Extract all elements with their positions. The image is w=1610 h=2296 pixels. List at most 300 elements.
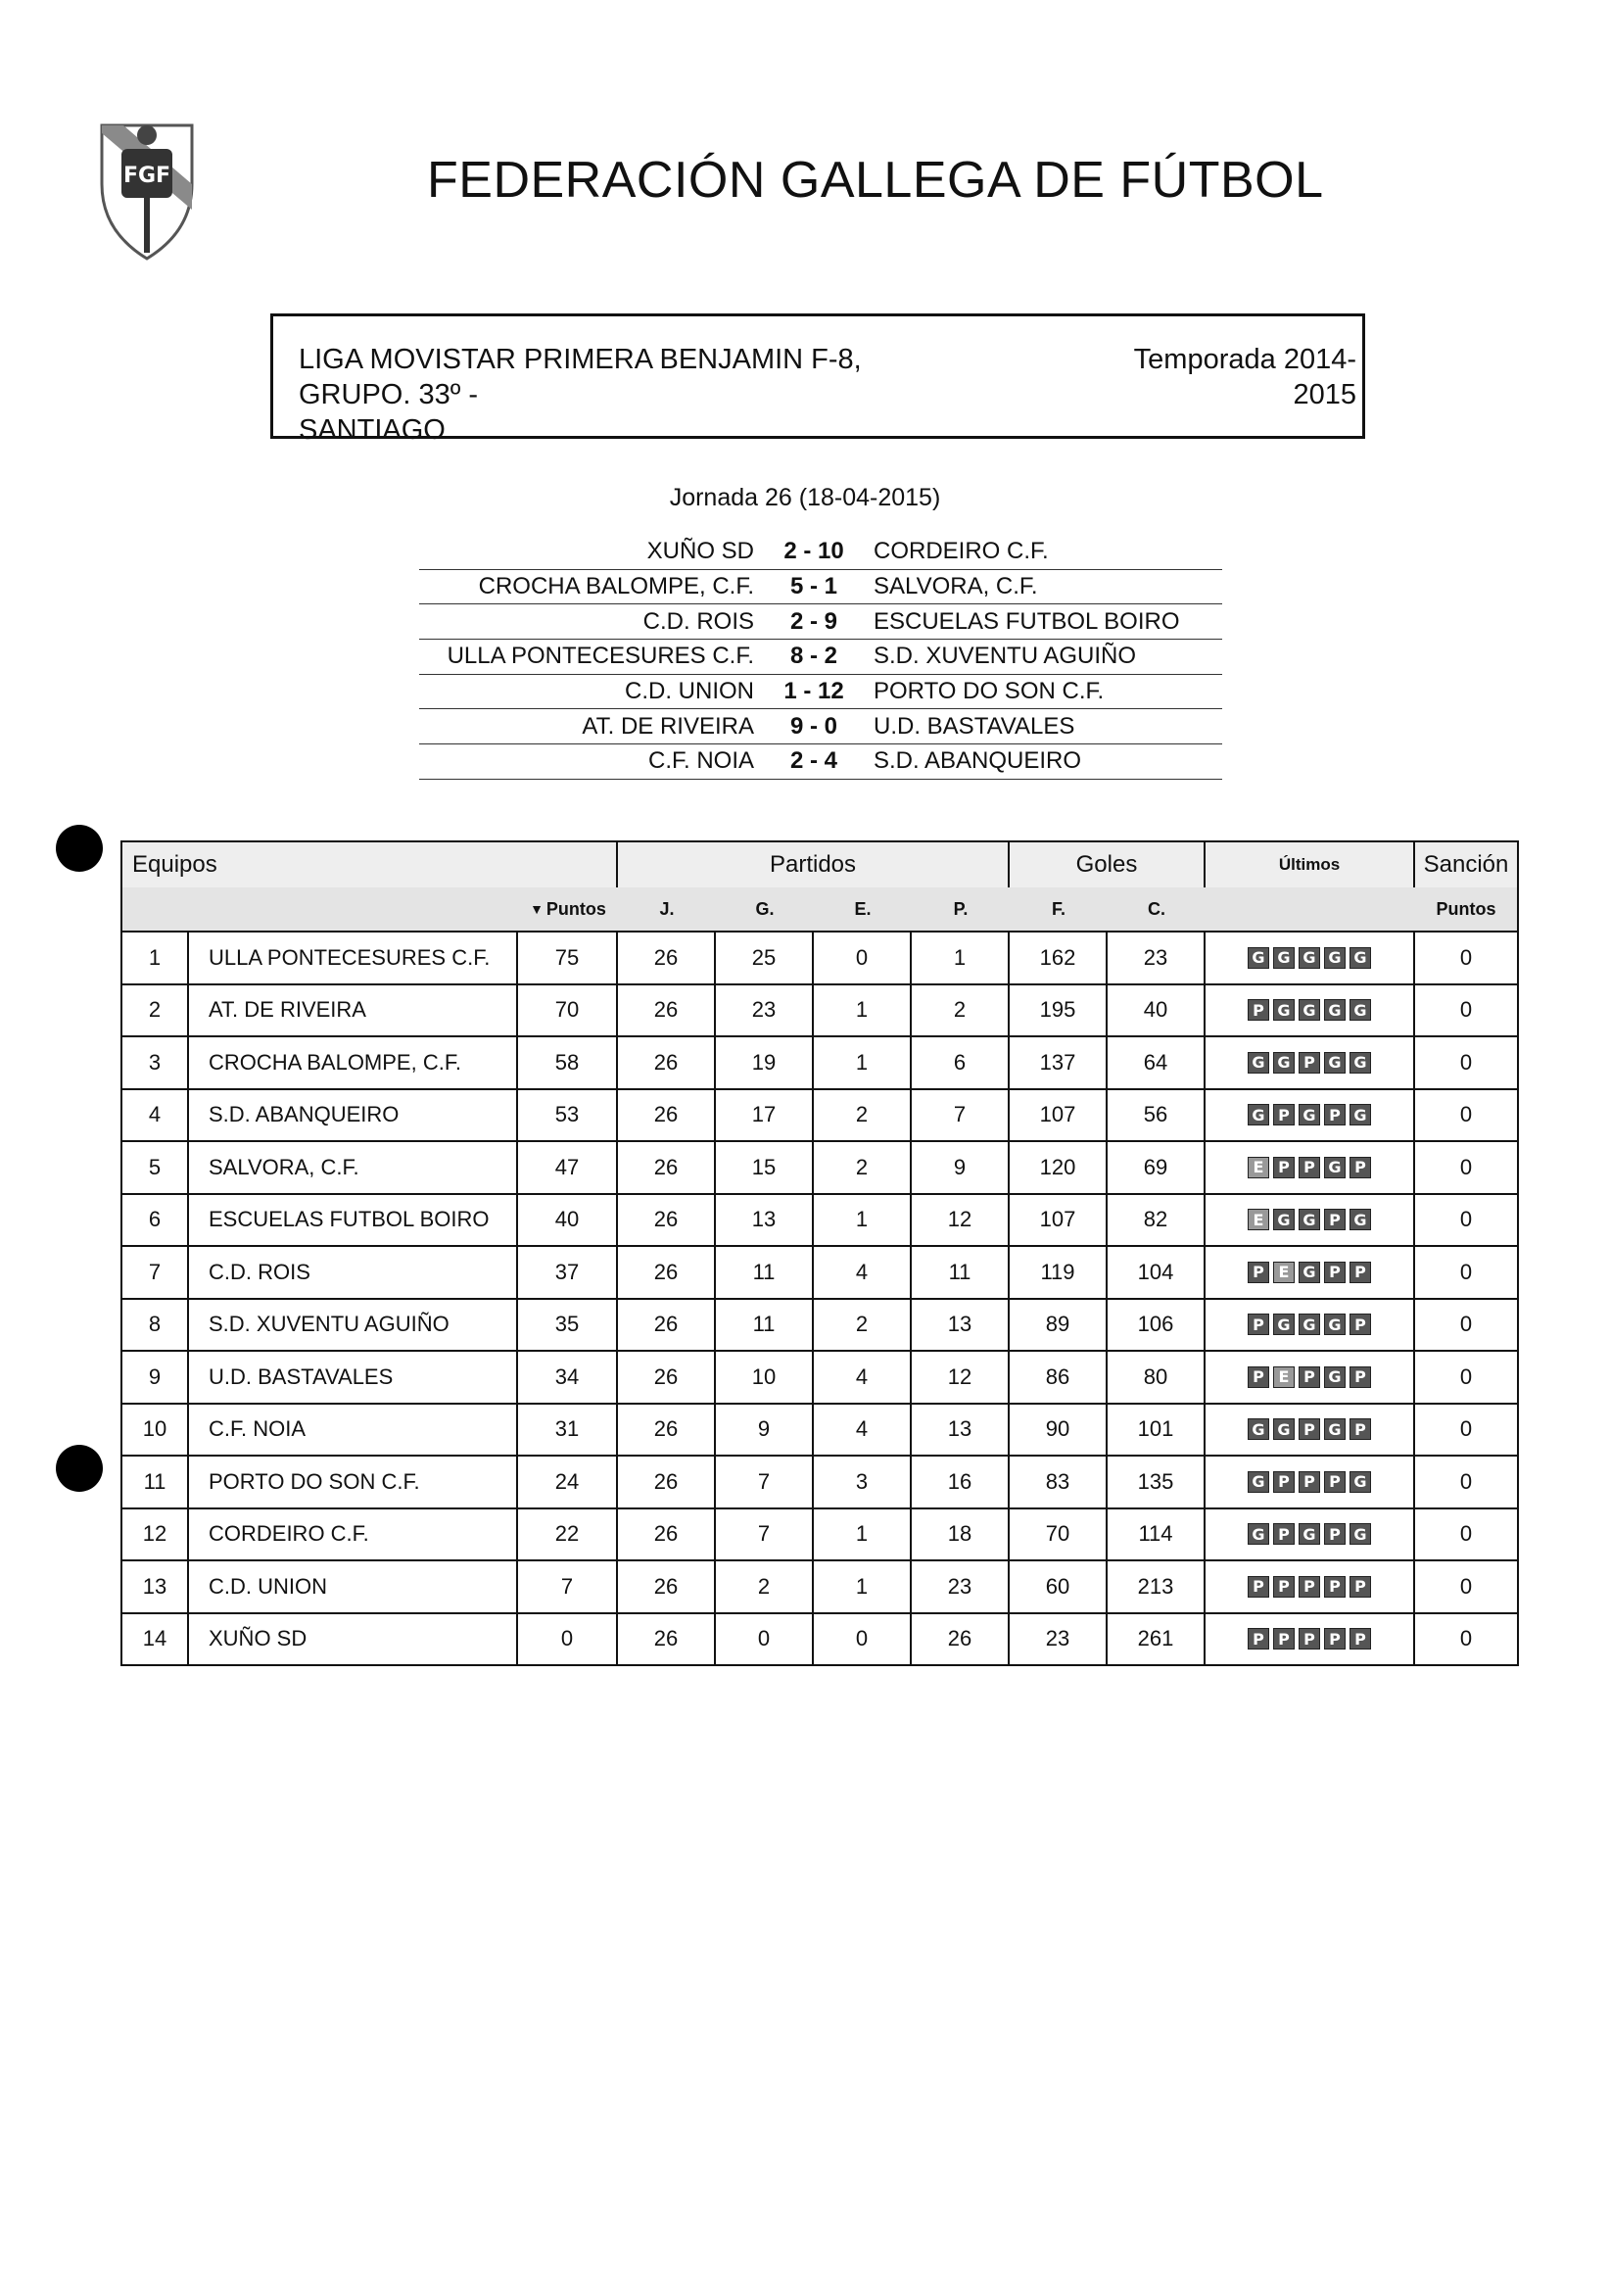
cell-goals-for: 86 — [1010, 1352, 1108, 1403]
cell-played: 26 — [618, 1614, 716, 1665]
match-row — [419, 535, 1222, 570]
result-badge: G — [1350, 1209, 1371, 1230]
cell-lost: 6 — [912, 1037, 1010, 1088]
match-row — [419, 640, 1222, 675]
cell-played: 26 — [618, 1352, 716, 1403]
cell-won: 0 — [716, 1614, 814, 1665]
cell-drawn: 0 — [814, 1614, 912, 1665]
cell-won: 17 — [716, 1090, 814, 1141]
cell-team: C.D. UNION — [189, 1561, 518, 1612]
cell-won: 2 — [716, 1561, 814, 1612]
cell-last-results — [1206, 933, 1415, 983]
cell-goals-against: 114 — [1108, 1509, 1206, 1560]
cell-won: 9 — [716, 1405, 814, 1456]
cell-last-results — [1206, 1037, 1415, 1088]
result-badge: P — [1350, 1262, 1371, 1283]
match-home-team: AT. DE RIVEIRA — [582, 712, 754, 740]
result-badge: P — [1248, 1628, 1269, 1650]
cell-team: PORTO DO SON C.F. — [189, 1457, 518, 1507]
cell-lost: 18 — [912, 1509, 1010, 1560]
league-info-box — [270, 313, 1365, 446]
table-row — [122, 1088, 1517, 1141]
result-badge: G — [1248, 947, 1269, 969]
cell-position: 14 — [122, 1614, 189, 1665]
cell-played: 26 — [618, 1457, 716, 1507]
last-results-badges — [1248, 1628, 1371, 1650]
cell-won: 11 — [716, 1300, 814, 1351]
cell-points: 58 — [518, 1037, 618, 1088]
result-badge: P — [1273, 1471, 1295, 1493]
cell-won: 23 — [716, 985, 814, 1036]
cell-drawn: 1 — [814, 1195, 912, 1246]
result-badge: G — [1324, 999, 1346, 1021]
result-badge: G — [1273, 999, 1295, 1021]
match-away-team: PORTO DO SON C.F. — [874, 678, 1105, 705]
result-badge: G — [1248, 1104, 1269, 1125]
result-badge: E — [1248, 1157, 1269, 1178]
cell-team: SALVORA, C.F. — [189, 1142, 518, 1193]
match-away-team: ESCUELAS FUTBOL BOIRO — [874, 607, 1180, 635]
league-name — [299, 342, 906, 448]
standings-table — [120, 840, 1519, 1666]
header-puntos-sort[interactable] — [518, 887, 618, 931]
result-badge: P — [1248, 999, 1269, 1021]
result-badge: P — [1324, 1576, 1346, 1598]
cell-sanction-points: 0 — [1459, 1207, 1473, 1232]
cell-position: 13 — [122, 1561, 189, 1612]
cell-lost: 12 — [912, 1352, 1010, 1403]
table-row — [122, 1140, 1517, 1193]
cell-position: 9 — [122, 1352, 189, 1403]
cell-goals-for: 23 — [1010, 1614, 1108, 1665]
header-sancion-puntos: Puntos — [1436, 898, 1496, 919]
table-row — [122, 1455, 1517, 1507]
last-results-badges — [1248, 1104, 1371, 1125]
cell-points: 22 — [518, 1509, 618, 1560]
result-badge: G — [1324, 1314, 1346, 1335]
jornada-title: Jornada 26 (18-04-2015) — [669, 484, 941, 511]
season-line2: 2015 — [1293, 379, 1356, 410]
match-away-team: U.D. BASTAVALES — [874, 712, 1075, 740]
result-badge: G — [1350, 1052, 1371, 1074]
result-badge: G — [1350, 1471, 1371, 1493]
result-badge: P — [1324, 1104, 1346, 1125]
cell-points: 34 — [518, 1352, 618, 1403]
cell-team: CROCHA BALOMPE, C.F. — [189, 1037, 518, 1088]
match-score: 2 - 9 — [789, 607, 838, 635]
table-row — [122, 1298, 1517, 1351]
cell-sanction-points: 0 — [1459, 1363, 1473, 1389]
match-away-team: S.D. ABANQUEIRO — [874, 747, 1082, 775]
match-score: 9 - 0 — [789, 712, 838, 740]
result-badge: P — [1273, 1576, 1295, 1598]
header-equipos: Equipos — [122, 842, 618, 887]
cell-position: 3 — [122, 1037, 189, 1088]
league-name-line2: SANTIAGO — [299, 414, 446, 446]
table-row — [122, 1612, 1517, 1665]
result-badge: G — [1350, 1523, 1371, 1545]
header-f: F. — [1051, 898, 1065, 919]
cell-played: 26 — [618, 1037, 716, 1088]
result-badge: P — [1324, 1628, 1346, 1650]
cell-drawn: 1 — [814, 1509, 912, 1560]
header-sancion: Sanción — [1423, 851, 1509, 878]
table-row — [122, 1245, 1517, 1298]
cell-drawn: 4 — [814, 1352, 912, 1403]
cell-goals-for: 119 — [1010, 1247, 1108, 1298]
cell-drawn: 4 — [814, 1247, 912, 1298]
result-badge: G — [1248, 1052, 1269, 1074]
cell-goals-against: 56 — [1108, 1090, 1206, 1141]
cell-goals-against: 106 — [1108, 1300, 1206, 1351]
season-line1: Temporada 2014- — [1133, 344, 1356, 375]
cell-last-results — [1206, 1561, 1415, 1612]
result-badge: P — [1350, 1314, 1371, 1335]
cell-last-results — [1206, 1509, 1415, 1560]
cell-team: S.D. ABANQUEIRO — [189, 1090, 518, 1141]
cell-position: 12 — [122, 1509, 189, 1560]
header-g: G. — [755, 898, 775, 919]
match-results-list — [419, 535, 1222, 780]
cell-lost: 23 — [912, 1561, 1010, 1612]
table-row — [122, 1507, 1517, 1560]
cell-played: 26 — [618, 1405, 716, 1456]
result-badge: G — [1273, 947, 1295, 969]
cell-drawn: 3 — [814, 1457, 912, 1507]
result-badge: P — [1350, 1576, 1371, 1598]
cell-sanction-points: 0 — [1459, 1573, 1473, 1599]
cell-sanction-points: 0 — [1459, 1259, 1473, 1284]
federation-title: FEDERACIÓN GALLEGA DE FÚTBOL — [427, 152, 1324, 209]
match-home-team: CROCHA BALOMPE, C.F. — [478, 573, 754, 600]
cell-position: 7 — [122, 1247, 189, 1298]
cell-lost: 26 — [912, 1614, 1010, 1665]
cell-goals-for: 162 — [1010, 933, 1108, 983]
cell-sanction-points: 0 — [1459, 1154, 1473, 1179]
result-badge: P — [1248, 1262, 1269, 1283]
cell-position: 4 — [122, 1090, 189, 1141]
result-badge: P — [1299, 1576, 1320, 1598]
punch-hole-top — [56, 825, 103, 872]
cell-goals-against: 213 — [1108, 1561, 1206, 1612]
cell-won: 25 — [716, 933, 814, 983]
season — [1102, 342, 1356, 412]
cell-played: 26 — [618, 933, 716, 983]
cell-lost: 9 — [912, 1142, 1010, 1193]
result-badge: E — [1273, 1262, 1295, 1283]
cell-last-results — [1206, 1614, 1415, 1665]
cell-last-results — [1206, 1195, 1415, 1246]
last-results-badges — [1248, 1052, 1371, 1074]
cell-team: ESCUELAS FUTBOL BOIRO — [189, 1195, 518, 1246]
cell-team: AT. DE RIVEIRA — [189, 985, 518, 1036]
cell-won: 10 — [716, 1352, 814, 1403]
result-badge: P — [1299, 1052, 1320, 1074]
cell-played: 26 — [618, 1195, 716, 1246]
last-results-badges — [1248, 1576, 1371, 1598]
cell-points: 70 — [518, 985, 618, 1036]
cell-points: 47 — [518, 1142, 618, 1193]
cell-position: 2 — [122, 985, 189, 1036]
match-home-team: XUÑO SD — [646, 538, 754, 565]
result-badge: P — [1350, 1366, 1371, 1388]
result-badge: P — [1273, 1157, 1295, 1178]
cell-goals-against: 135 — [1108, 1457, 1206, 1507]
result-badge: G — [1273, 1052, 1295, 1074]
cell-drawn: 2 — [814, 1300, 912, 1351]
match-row — [419, 744, 1222, 780]
cell-last-results — [1206, 1352, 1415, 1403]
result-badge: P — [1248, 1576, 1269, 1598]
cell-points: 0 — [518, 1614, 618, 1665]
standings-rows — [122, 931, 1517, 1664]
cell-goals-against: 80 — [1108, 1352, 1206, 1403]
header-puntos-label: Puntos — [545, 898, 606, 919]
cell-last-results — [1206, 1247, 1415, 1298]
result-badge: P — [1324, 1523, 1346, 1545]
crest-lettering: FGF — [122, 164, 171, 188]
cell-won: 7 — [716, 1457, 814, 1507]
cell-last-results — [1206, 1090, 1415, 1141]
cell-drawn: 1 — [814, 1037, 912, 1088]
result-badge: G — [1299, 947, 1320, 969]
cell-sanction-points: 0 — [1459, 1312, 1473, 1337]
match-score: 2 - 10 — [783, 538, 844, 565]
cell-won: 13 — [716, 1195, 814, 1246]
result-badge: G — [1299, 999, 1320, 1021]
cell-last-results — [1206, 1142, 1415, 1193]
cell-won: 11 — [716, 1247, 814, 1298]
cell-last-results — [1206, 1405, 1415, 1456]
cell-goals-for: 107 — [1010, 1090, 1108, 1141]
cell-last-results — [1206, 1457, 1415, 1507]
cell-goals-against: 261 — [1108, 1614, 1206, 1665]
match-home-team: C.F. NOIA — [647, 747, 754, 775]
cell-played: 26 — [618, 1561, 716, 1612]
result-badge: G — [1273, 1418, 1295, 1440]
header-p: P. — [953, 898, 969, 919]
result-badge: G — [1324, 1157, 1346, 1178]
cell-drawn: 1 — [814, 1561, 912, 1612]
cell-sanction-points: 0 — [1459, 1468, 1473, 1494]
result-badge: P — [1273, 1523, 1295, 1545]
cell-points: 37 — [518, 1247, 618, 1298]
cell-sanction-points: 0 — [1459, 944, 1473, 970]
cell-points: 35 — [518, 1300, 618, 1351]
result-badge: P — [1324, 1471, 1346, 1493]
cell-goals-for: 137 — [1010, 1037, 1108, 1088]
result-badge: P — [1350, 1157, 1371, 1178]
cell-points: 53 — [518, 1090, 618, 1141]
cell-drawn: 0 — [814, 933, 912, 983]
cell-lost: 16 — [912, 1457, 1010, 1507]
cell-points: 75 — [518, 933, 618, 983]
cell-sanction-points: 0 — [1459, 1049, 1473, 1075]
cell-team: C.D. ROIS — [189, 1247, 518, 1298]
last-results-badges — [1248, 1366, 1371, 1388]
cell-team: U.D. BASTAVALES — [189, 1352, 518, 1403]
last-results-badges — [1248, 1314, 1371, 1335]
match-score: 5 - 1 — [789, 573, 838, 600]
match-away-team: SALVORA, C.F. — [874, 573, 1038, 600]
cell-goals-against: 23 — [1108, 933, 1206, 983]
cell-played: 26 — [618, 1509, 716, 1560]
result-badge: E — [1248, 1209, 1269, 1230]
result-badge: G — [1273, 1209, 1295, 1230]
match-row — [419, 675, 1222, 710]
cell-goals-against: 69 — [1108, 1142, 1206, 1193]
last-results-badges — [1248, 999, 1371, 1021]
match-score: 2 - 4 — [789, 747, 838, 775]
result-badge: G — [1350, 947, 1371, 969]
last-results-badges — [1248, 1418, 1371, 1440]
result-badge: P — [1248, 1366, 1269, 1388]
cell-team: XUÑO SD — [189, 1614, 518, 1665]
cell-goals-against: 40 — [1108, 985, 1206, 1036]
cell-position: 8 — [122, 1300, 189, 1351]
sort-descending-icon: ▼ — [530, 901, 544, 917]
cell-lost: 2 — [912, 985, 1010, 1036]
result-badge: G — [1248, 1523, 1269, 1545]
match-home-team: ULLA PONTECESURES C.F. — [447, 643, 754, 670]
header-c: C. — [1148, 898, 1165, 919]
last-results-badges — [1248, 1262, 1371, 1283]
cell-points: 7 — [518, 1561, 618, 1612]
result-badge: G — [1324, 947, 1346, 969]
result-badge: E — [1273, 1366, 1295, 1388]
cell-points: 40 — [518, 1195, 618, 1246]
cell-goals-for: 89 — [1010, 1300, 1108, 1351]
cell-drawn: 4 — [814, 1405, 912, 1456]
cell-lost: 11 — [912, 1247, 1010, 1298]
cell-lost: 1 — [912, 933, 1010, 983]
cell-won: 7 — [716, 1509, 814, 1560]
cell-sanction-points: 0 — [1459, 1102, 1473, 1127]
cell-goals-for: 83 — [1010, 1457, 1108, 1507]
federation-crest-logo — [94, 116, 200, 261]
header-j: J. — [659, 898, 675, 919]
cell-lost: 7 — [912, 1090, 1010, 1141]
cell-position: 5 — [122, 1142, 189, 1193]
cell-drawn: 1 — [814, 985, 912, 1036]
cell-team: ULLA PONTECESURES C.F. — [189, 933, 518, 983]
cell-goals-for: 107 — [1010, 1195, 1108, 1246]
table-row — [122, 1193, 1517, 1246]
result-badge: G — [1299, 1314, 1320, 1335]
cell-position: 11 — [122, 1457, 189, 1507]
cell-played: 26 — [618, 1247, 716, 1298]
cell-points: 31 — [518, 1405, 618, 1456]
result-badge: P — [1299, 1471, 1320, 1493]
cell-lost: 13 — [912, 1405, 1010, 1456]
cell-won: 19 — [716, 1037, 814, 1088]
cell-position: 10 — [122, 1405, 189, 1456]
last-results-badges — [1248, 1523, 1371, 1545]
result-badge: P — [1248, 1314, 1269, 1335]
result-badge: G — [1273, 1314, 1295, 1335]
result-badge: G — [1299, 1209, 1320, 1230]
cell-position: 6 — [122, 1195, 189, 1246]
standings-header-groups — [122, 842, 1517, 887]
header-ultimos: Últimos — [1206, 842, 1415, 887]
header-e: E. — [854, 898, 872, 919]
cell-goals-for: 60 — [1010, 1561, 1108, 1612]
table-row — [122, 1559, 1517, 1612]
match-row — [419, 709, 1222, 744]
cell-sanction-points: 0 — [1459, 1416, 1473, 1442]
result-badge: P — [1324, 1209, 1346, 1230]
result-badge: P — [1299, 1366, 1320, 1388]
cell-position: 1 — [122, 933, 189, 983]
match-away-team: S.D. XUVENTU AGUIÑO — [874, 643, 1137, 670]
cell-last-results — [1206, 985, 1415, 1036]
table-row — [122, 983, 1517, 1036]
cell-team: CORDEIRO C.F. — [189, 1509, 518, 1560]
last-results-badges — [1248, 1471, 1371, 1493]
punch-hole-bottom — [56, 1445, 103, 1492]
cell-points: 24 — [518, 1457, 618, 1507]
table-row — [122, 931, 1517, 983]
cell-goals-against: 101 — [1108, 1405, 1206, 1456]
cell-played: 26 — [618, 1090, 716, 1141]
header-partidos: Partidos — [618, 842, 1010, 887]
cell-team: C.F. NOIA — [189, 1405, 518, 1456]
result-badge: G — [1248, 1418, 1269, 1440]
cell-goals-against: 104 — [1108, 1247, 1206, 1298]
table-row — [122, 1035, 1517, 1088]
cell-last-results — [1206, 1300, 1415, 1351]
cell-team: S.D. XUVENTU AGUIÑO — [189, 1300, 518, 1351]
result-badge: G — [1350, 999, 1371, 1021]
last-results-badges — [1248, 1209, 1371, 1230]
result-badge: G — [1299, 1523, 1320, 1545]
result-badge: P — [1299, 1157, 1320, 1178]
result-badge: G — [1324, 1366, 1346, 1388]
match-score: 8 - 2 — [789, 643, 838, 670]
match-row — [419, 604, 1222, 640]
result-badge: G — [1299, 1104, 1320, 1125]
cell-goals-against: 64 — [1108, 1037, 1206, 1088]
result-badge: P — [1299, 1418, 1320, 1440]
cell-goals-for: 70 — [1010, 1509, 1108, 1560]
cell-sanction-points: 0 — [1459, 1521, 1473, 1547]
last-results-badges — [1248, 1157, 1371, 1178]
result-badge: P — [1350, 1628, 1371, 1650]
result-badge: G — [1324, 1418, 1346, 1440]
result-badge: P — [1273, 1104, 1295, 1125]
cell-played: 26 — [618, 1142, 716, 1193]
result-badge: P — [1350, 1418, 1371, 1440]
cell-played: 26 — [618, 985, 716, 1036]
match-home-team: C.D. UNION — [625, 678, 754, 705]
cell-goals-for: 120 — [1010, 1142, 1108, 1193]
cell-goals-for: 195 — [1010, 985, 1108, 1036]
cell-drawn: 2 — [814, 1090, 912, 1141]
cell-sanction-points: 0 — [1459, 1626, 1473, 1651]
result-badge: P — [1324, 1262, 1346, 1283]
match-row — [419, 570, 1222, 605]
standings-header-columns — [122, 887, 1517, 931]
cell-goals-against: 82 — [1108, 1195, 1206, 1246]
cell-played: 26 — [618, 1300, 716, 1351]
league-name-line1: LIGA MOVISTAR PRIMERA BENJAMIN F-8, GRUPO. 33º - — [299, 344, 862, 410]
table-row — [122, 1403, 1517, 1456]
match-home-team: C.D. ROIS — [642, 607, 754, 635]
match-score: 1 - 12 — [783, 678, 844, 705]
result-badge: G — [1299, 1262, 1320, 1283]
result-badge: P — [1299, 1628, 1320, 1650]
cell-sanction-points: 0 — [1459, 997, 1473, 1023]
